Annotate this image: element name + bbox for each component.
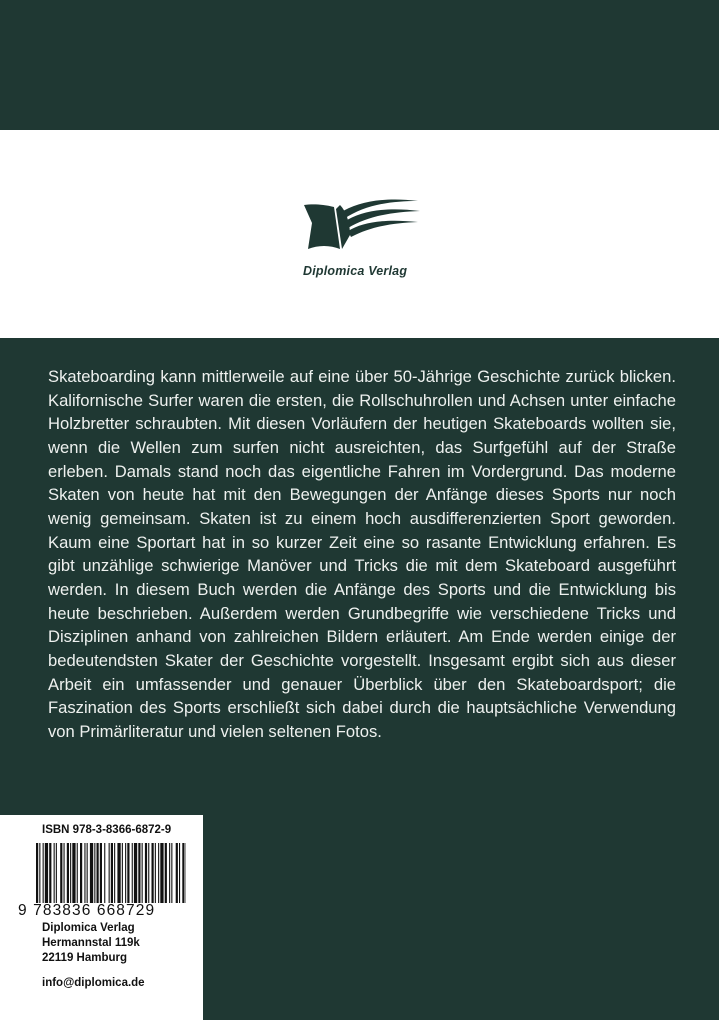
barcode-bar — [160, 843, 163, 903]
barcode-bar — [122, 843, 123, 903]
barcode-bar — [80, 843, 82, 903]
barcode-bar — [36, 843, 38, 903]
barcode-bar — [111, 843, 113, 903]
barcode-bar — [104, 843, 105, 903]
barcode-bar — [54, 843, 55, 903]
barcode-bar — [134, 843, 137, 903]
barcode-bar — [169, 843, 170, 903]
barcode-bar — [77, 843, 78, 903]
barcode-bar — [117, 843, 120, 903]
publisher-logo-text: Diplomica Verlag — [303, 264, 408, 278]
barcode-bar — [60, 843, 62, 903]
publisher-name: Diplomica Verlag — [42, 922, 135, 934]
barcode-bar — [182, 843, 184, 903]
barcode-bar — [84, 843, 85, 903]
barcode-bar — [90, 843, 93, 903]
barcode-bar — [70, 843, 71, 903]
publisher-city: 22119 Hamburg — [42, 952, 128, 964]
barcode-bar — [87, 843, 88, 903]
barcode-digits: 9 783836 668729 — [18, 902, 156, 919]
barcode-bar — [176, 843, 178, 903]
barcode-bar — [152, 843, 154, 903]
barcode-bar — [138, 843, 140, 903]
barcode-bar — [142, 843, 143, 903]
isbn-label: ISBN 978-3-8366-6872-9 — [42, 824, 172, 836]
barcode-bar — [49, 843, 51, 903]
barcode-bar — [109, 843, 110, 903]
publisher-street: Hermannstal 119k — [42, 937, 140, 949]
publisher-email[interactable]: info@diplomica.de — [42, 977, 145, 989]
barcode-bar — [145, 843, 147, 903]
barcode-bar — [56, 843, 57, 903]
top-cover-band — [0, 0, 719, 130]
barcode-bar — [94, 843, 95, 903]
barcode-bar — [64, 843, 65, 903]
barcode-bar — [127, 843, 129, 903]
barcode-bar — [179, 843, 180, 903]
barcode-bar — [39, 843, 40, 903]
barcode-bar — [100, 843, 102, 903]
barcode-bar — [43, 843, 44, 903]
barcode-bar — [171, 843, 172, 903]
barcode-bar — [132, 843, 133, 903]
isbn-barcode — [36, 843, 186, 903]
barcode-bar — [125, 843, 126, 903]
barcode-bar — [165, 843, 167, 903]
barcode-bar — [114, 843, 115, 903]
barcode-bar — [155, 843, 156, 903]
barcode-bar — [72, 843, 75, 903]
barcode-bar — [97, 843, 99, 903]
book-blurb: Skateboarding kann mittlerweile auf eine über 50-Jährige Geschichte zurück blicken. Kalifornische Surfer waren die ersten, die Rollschuhrollen und Achsen unter einfache Holzbretter schraubten. Mit diesen Vorläufern der heutigen Skateboards wollten sie, wenn die Wellen zum surfen nicht ausreichten, das Surfgefühl auf der Straße erleben. Damals stand noch das eigentliche Fahren im Vordergrund. Das moderne Skaten von heute hat mit den Bewegungen der Anfänge dieses Sports nur noch wenig gemeinsam. Skaten ist zu einem hoch ausdifferenzierten Sport geworden. Kaum eine Sportart hat in so kurzer Zeit eine so rasante Entwicklung erfahren. Es gibt unzählige schwierige Manöver und Tricks die mit dem Skateboard ausgeführt werden. In diesem Buch werden die Anfänge des Sports und die Entwicklung bis heute beschrieben. Außerdem werden Grundbegriffe wie verschiedene Tricks und Disziplinen anhand von zahlreichen Bildern erläutert. Am Ende werden einige der bedeutendsten Skater der Geschichte vorgestellt. Insgesamt ergibt sich aus dieser Arbeit ein umfassender und genauer Überblick über den Skateboardsport; die Faszination des Sports erschließt sich dabei durch die hauptsächliche Verwendung von Primärliteratur und vielen seltenen Fotos. — [48, 367, 676, 741]
barcode-bar — [148, 843, 149, 903]
barcode-bar — [158, 843, 159, 903]
barcode-bar — [45, 843, 48, 903]
diplomica-logo-icon — [298, 191, 428, 257]
barcode-bar — [67, 843, 69, 903]
